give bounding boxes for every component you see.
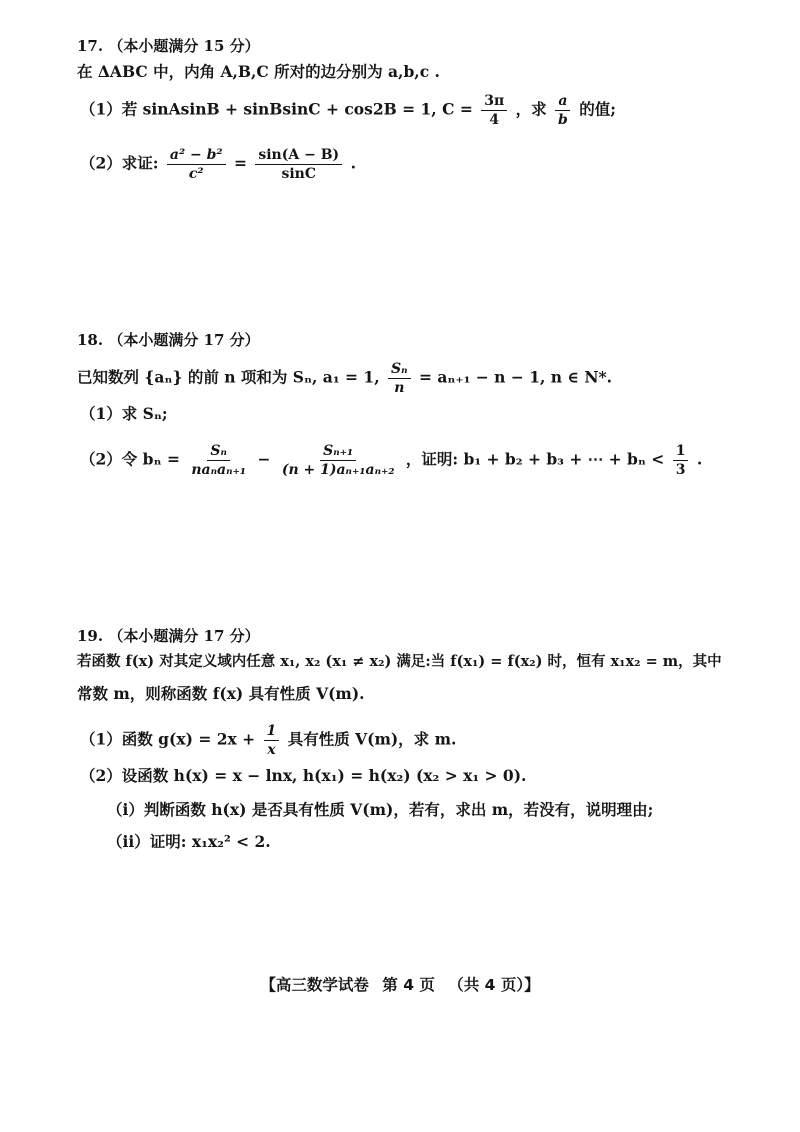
q17-part2-prefix: （2）求证: (80, 153, 159, 173)
fraction-denominator: b (558, 112, 568, 128)
fraction-denominator: sinC (281, 166, 317, 182)
q18-part2-fraction-2 (279, 442, 398, 479)
q18-part2-fraction-3 (673, 442, 689, 479)
q18-part2-prefix: （2）令 bₙ = (80, 449, 180, 469)
fraction-numerator: 1 (264, 722, 280, 741)
fraction-numerator: Sₙ₊₁ (320, 442, 356, 461)
q17-part1-fraction (481, 92, 507, 129)
q17-part2-rhs (255, 146, 342, 183)
equals-sign: = (233, 153, 247, 173)
q17-part1-prefix: （1）若 sinAsinB + sinBsinC + cos2B = 1, C = (80, 99, 473, 119)
q19-part1 (80, 722, 456, 759)
fraction-denominator: x (267, 742, 276, 758)
q17-part2-suffix: . (350, 153, 356, 173)
q17-stem: 在 ΔABC 中，内角 A,B,C 所对的边分别为 a,b,c . (77, 62, 440, 81)
fraction-numerator: Sₙ (207, 442, 230, 461)
q18-stem-suffix: = aₙ₊₁ − n − 1, n ∈ N*. (418, 367, 613, 387)
footer-total-pages: （共 4 页）】 (448, 976, 540, 994)
fraction-numerator: 1 (673, 442, 689, 461)
q18-part2-fraction-1 (188, 442, 249, 479)
q17-part2 (80, 146, 356, 183)
q18-stem (77, 360, 612, 397)
q18-stem-fraction (388, 360, 411, 397)
q17-part1-suffix: 的值; (579, 99, 616, 119)
q19-part2-ii: （ii）证明: x₁x₂² < 2. (107, 832, 271, 851)
q17-heading: 17. （本小题满分 15 分） (77, 37, 260, 55)
q17-part2-lhs (167, 146, 226, 183)
footer-title: 【高三数学试卷 (260, 976, 369, 994)
q19-part1-fraction (264, 722, 280, 759)
footer-page-number: 第 4 页 (382, 976, 435, 994)
q18-heading: 18. （本小题满分 17 分） (77, 331, 260, 349)
q18-stem-prefix: 已知数列 {aₙ} 的前 n 项和为 Sₙ, a₁ = 1, (77, 367, 380, 387)
fraction-denominator: (n + 1)aₙ₊₁aₙ₊₂ (281, 462, 395, 478)
fraction-denominator: 3 (675, 462, 686, 478)
fraction-numerator: Sₙ (388, 360, 411, 379)
fraction-denominator: 4 (489, 112, 500, 128)
page-footer (0, 973, 800, 995)
fraction-numerator: sin(A − B) (255, 146, 342, 165)
q19-part1-suffix: 具有性质 V(m)，求 m. (287, 729, 457, 749)
q18-part2 (80, 442, 702, 479)
q18-part2-suffix: . (696, 449, 703, 469)
fraction-numerator: a (555, 92, 570, 111)
q19-part2: （2）设函数 h(x) = x − lnx, h(x₁) = h(x₂) (x₂ > x₁ > 0). (80, 766, 527, 785)
q18-part2-mid: ，证明: b₁ + b₂ + b₃ + ⋯ + bₙ < (405, 449, 665, 469)
fraction-denominator: naₙaₙ₊₁ (191, 462, 247, 478)
q19-heading: 19. （本小题满分 17 分） (77, 627, 260, 645)
fraction-denominator: n (394, 380, 405, 396)
q18-part1: （1）求 Sₙ; (80, 404, 168, 423)
fraction-numerator: 3π (481, 92, 507, 111)
q17-part1-fraction-ab (555, 92, 571, 129)
fraction-denominator: c² (188, 166, 204, 182)
q17-part1 (80, 92, 616, 129)
q19-part1-prefix: （1）函数 g(x) = 2x + (80, 729, 256, 749)
q19-part2-i: （i）判断函数 h(x) 是否具有性质 V(m)，若有，求出 m，若没有，说明理由; (107, 800, 654, 819)
q19-stem-line2: 常数 m，则称函数 f(x) 具有性质 V(m). (77, 684, 365, 703)
minus-sign: − (257, 449, 271, 469)
q17-part1-mid: ，求 (515, 99, 547, 119)
q19-stem-line1: 若函数 f(x) 对其定义域内任意 x₁, x₂ (x₁ ≠ x₂) 满足:当 f(x₁) = f(x₂) 时，恒有 x₁x₂ = m，其中 (77, 653, 722, 670)
fraction-numerator: a² − b² (167, 146, 226, 165)
